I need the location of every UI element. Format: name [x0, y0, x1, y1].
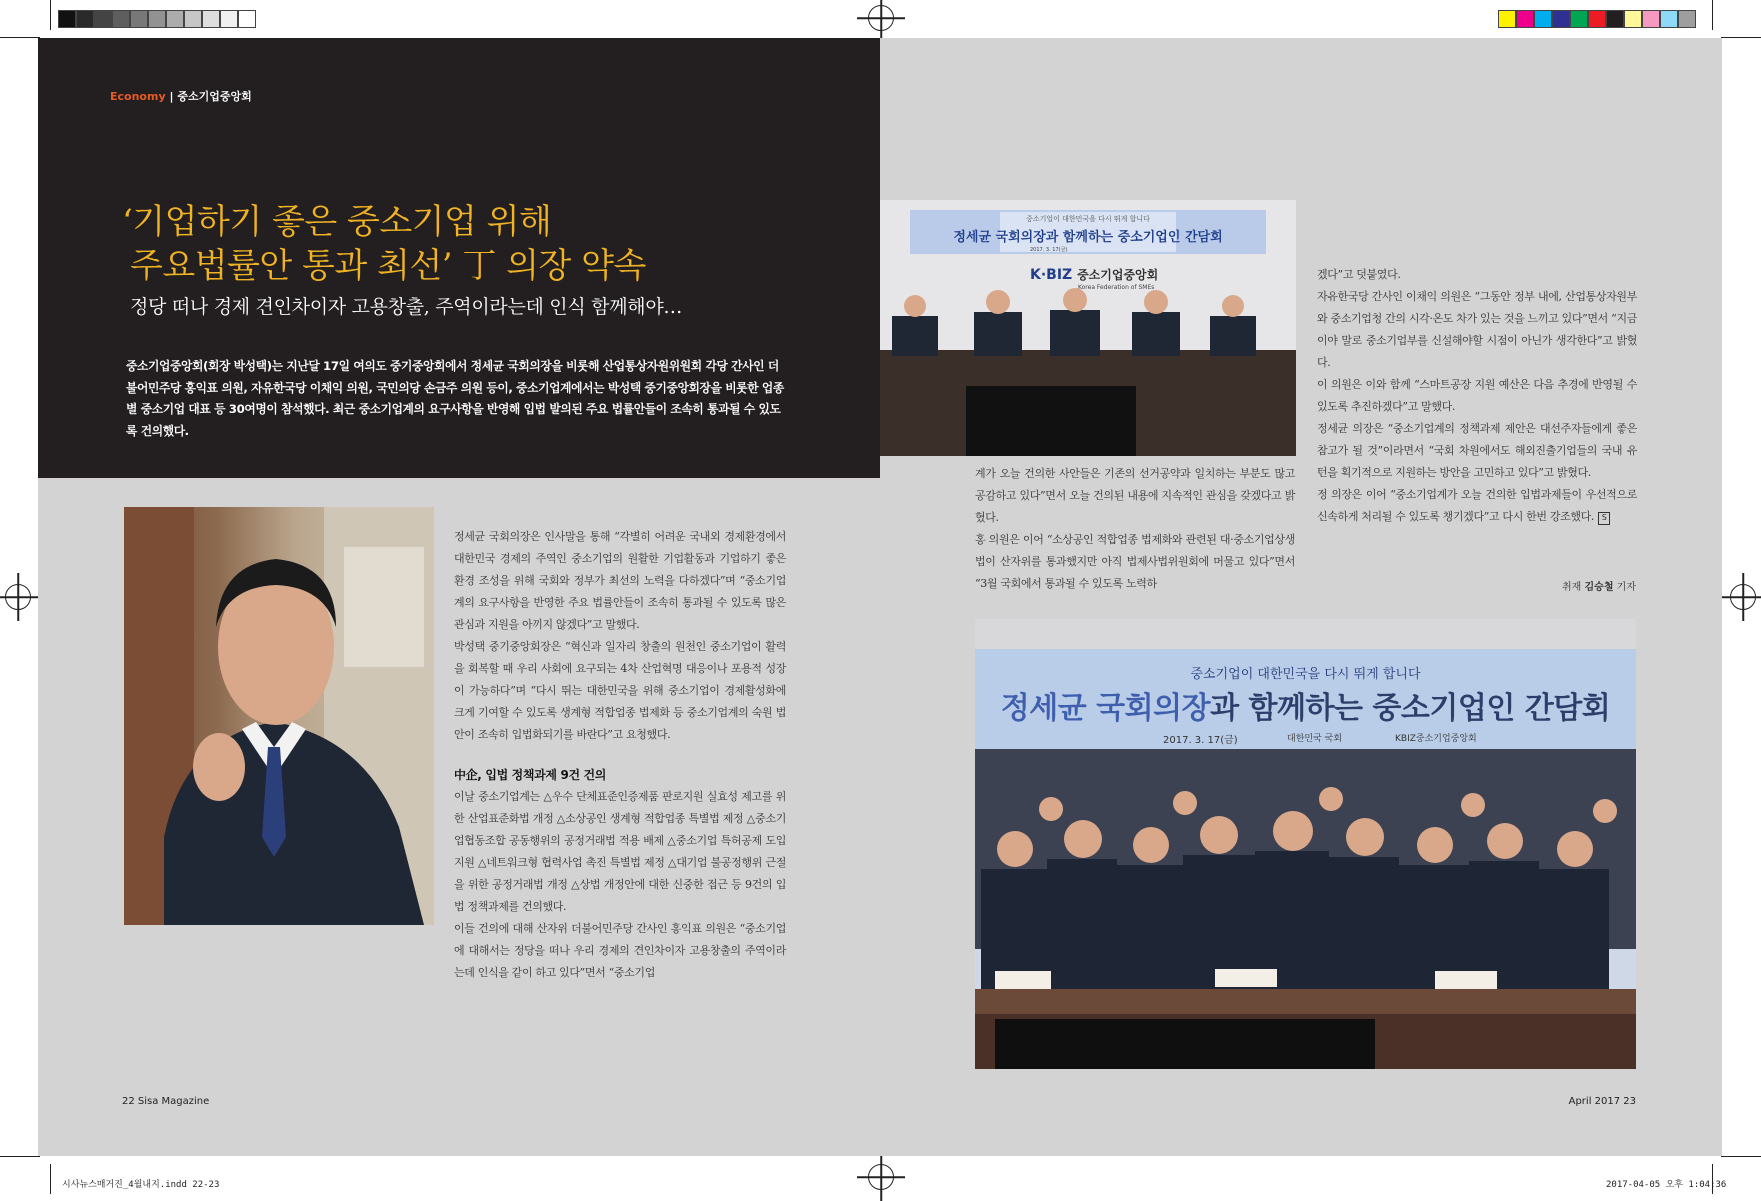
body-column-right: [1317, 264, 1637, 528]
section-name: 중소기업중앙회: [177, 90, 252, 103]
paragraph: 홍 의원은 이어 “소상공인 적합업종 법제화와 관련된 대·중소기업상생법이 산자위를 통과했지만 아직 법제사법위원회에 머물고 있다”면서 “3월 국회에서 통과될 수 있도록 노력하: [975, 533, 1295, 590]
group-banner-title-a: 정세균 국회의장: [1000, 691, 1211, 726]
slug-date: 2017-04-05 오후 1:04:36: [1606, 1180, 1727, 1190]
group-banner-host1: 대한민국 국회: [1287, 734, 1343, 744]
lead-paragraph: 중소기업중앙회(회장 박성택)는 지난달 17일 여의도 중기중앙회에서 정세균 국회의장을 비롯해 산업통상자원위원회 각당 간사인 더불어민주당 홍익표 의원, 자유한국당 이채익 의원, 국민의당 손금주 의원 등이, 중소기업계에서는 박성택 중기중앙회장을 비롯한 업종별 중소기업 대표 등 30여명이 참석했다. 최근 중소기업계의 요구사항을 반영해 입법 발의된 주요 법률안들이 조속히 통과될 수 있도록 건의했다.: [126, 359, 784, 438]
kbiz-logo-mark: K·BIZ: [1030, 267, 1073, 283]
byline-name: 김승철: [1584, 582, 1614, 593]
meeting-banner-date: 2017. 3. 17(금): [1030, 247, 1068, 253]
paragraph: 정세균 의장은 “중소기업계의 정책과제 제안은 대선주자들에게 좋은 참고가 될 것”이라면서 “국회 차원에서도 해외진출기업들의 국내 유턴을 획기적으로 지원하는 방안을 고민하고 있다”고 밝혔다.: [1317, 422, 1637, 479]
group-banner-small: 중소기업이 대한민국을 다시 뛰게 합니다: [1190, 667, 1421, 682]
byline-suffix: 기자: [1616, 582, 1636, 593]
group-banner-date: 2017. 3. 17(금): [1163, 735, 1238, 746]
body-column-middle: [975, 463, 1295, 595]
group-banner-title: [975, 683, 1636, 727]
meeting-banner-small: 중소기업이 대한민국을 다시 뛰게 합니다: [1026, 215, 1150, 223]
headline: [122, 200, 862, 288]
paragraph: 이들 건의에 대해 산자위 더불어민주당 간사인 홍익표 의원은 “중소기업에 대해서는 정당을 떠나 우리 경제의 견인차이자 고용창출의 주역이라는데 인식을 같이 하고 있다”면서 “중소기업: [454, 922, 786, 979]
kbiz-logo-sub: Korea Federation of SMEs: [1078, 284, 1155, 291]
meeting-banner-title: 정세균 국회의장과 함께하는 중소기업인 간담회: [953, 230, 1223, 245]
group-banner-host2: KBIZ중소기업중앙회: [1395, 734, 1477, 744]
paragraph: 자유한국당 간사인 이채익 의원은 “그동안 정부 내에, 산업통상자원부와 중소기업청 간의 시각·온도 차가 있는 것을 느끼고 있다”면서 “지금이야 말로 중소기업부를 신설해야할 시점이 아닌가 생각한다”고 밝혔다.: [1317, 290, 1637, 369]
paragraph: [1317, 484, 1637, 528]
byline: [1530, 578, 1636, 593]
paragraph: 박성택 중기중앙회장은 “혁신과 일자리 창출의 원천인 중소기업이 활력을 회복할 때 우리 사회에 요구되는 4차 산업혁명 대응이나 포용적 성장이 가능하다”며 “다시 뛰는 대한민국을 위해 중소기업이 경제활성화에 크게 기여할 수 있도록 생계형 적합업종 법제화 등 중소기업계의 숙원 법안이 조속히 입법화되기를 바란다”고 요청했다.: [454, 640, 786, 741]
registration-mark-right: [1730, 584, 1756, 610]
subheadline: 정당 떠나 경제 견인차이자 고용창출, 주역이라는데 인식 함께해야…: [130, 296, 683, 318]
group-banner-title-b: 과 함께하는 중소기업인 간담회: [1210, 691, 1611, 726]
meeting-photo: [880, 200, 1296, 456]
registration-mark-top: [868, 5, 894, 31]
headline-line-2: 주요법률안 통과 최선’ 丁 의장 약속: [130, 246, 646, 286]
section-economy: Economy: [110, 90, 166, 103]
subheading: 中企, 입법 정책과제 9건 건의: [454, 768, 606, 782]
registration-mark-left: [5, 584, 31, 610]
left-folio: 22 Sisa Magazine: [122, 1096, 210, 1107]
section-label: Economy | 중소기업중앙회: [110, 90, 252, 103]
byline-prefix: 취재: [1561, 582, 1582, 593]
group-photo: [975, 619, 1636, 1069]
slug-filename: 시사뉴스매거진_4월내지.indd 22-23: [62, 1180, 220, 1190]
right-folio: April 2017 23: [1568, 1096, 1636, 1107]
portrait-photo: [124, 507, 434, 925]
registration-mark-bottom: [868, 1164, 894, 1190]
paragraph: 이날 중소기업계는 △우수 단체표준인증제품 판로지원 실효성 제고를 위한 산업표준화법 개정 △소상공인 생계형 적합업종 특별법 제정 △중소기업협동조합 공동행위의 공정거래법 적용 배제 △중소기업 특허공제 도입 지원 △네트워크형 협력사업 촉진 특별법 제정 △대기업 불공정행위 근절을 위한 공정거래법 개정 △상법 개정안에 대한 신중한 접근 등 9건의 입법 정책과제를 건의했다.: [454, 790, 786, 913]
body-column-left-a: [454, 526, 786, 984]
paragraph: 겠다”고 덧붙였다.: [1317, 268, 1401, 281]
paragraph: 이 의원은 이와 함께 “스마트공장 지원 예산은 다음 추경에 반영될 수 있도록 추진하겠다”고 말했다.: [1317, 378, 1637, 413]
paragraph: 정세균 국회의장은 인사말을 통해 “각별히 어려운 국내외 경제환경에서 대한민국 경제의 주역인 중소기업의 원활한 기업활동과 기업하기 좋은 환경 조성을 위해 국회와 정부가 최선의 노력을 다하겠다”며 “중소기업계의 요구사항을 반영한 주요 법률안들이 조속히 통과될 수 있도록 많은 관심과 지원을 아끼지 않겠다”고 말했다.: [454, 530, 786, 631]
kbiz-logo: [1030, 266, 1158, 283]
headline-line-1: ‘기업하기 좋은 중소기업 위해: [122, 202, 552, 242]
end-mark: S: [1598, 512, 1610, 525]
kbiz-logo-name: 중소기업중앙회: [1077, 268, 1159, 282]
paragraph-text: 정 의장은 이어 “중소기업계가 오늘 건의한 입법과제들이 우선적으로 신속하게 처리될 수 있도록 챙기겠다”고 다시 한번 강조했다.: [1317, 488, 1637, 523]
paragraph: 계가 오늘 건의한 사안들은 기존의 선거공약과 일치하는 부분도 많고 공감하고 있다”면서 오늘 건의된 내용에 지속적인 관심을 갖겠다고 밝혔다.: [975, 467, 1295, 524]
